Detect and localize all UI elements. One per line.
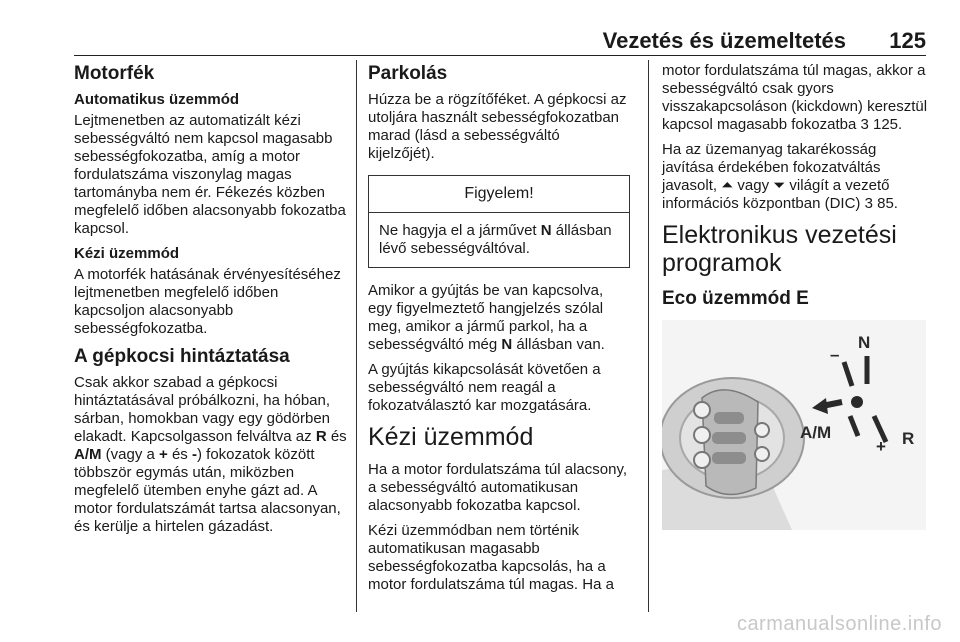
page-header [74,22,926,56]
label-AM: A/M [800,423,832,442]
page-reference[interactable]: 3 125. [860,116,903,133]
gear-lever-diagram [662,320,926,530]
paragraph-kezi-1: Ha a motor fordulatszáma túl alacsony, a sebességváltó automatikusan alacsonyabb fokozatba kapcsol. [368,461,628,514]
label-R: R [902,429,915,448]
shift-down-icon: ⏷ [773,177,786,194]
warning-body: Ne hagyja el a járművet N állásban lévő sebességváltóval. [379,222,612,257]
heading-parkolas: Parkolás [368,63,448,84]
column-divider-1 [356,60,357,612]
page-number: 125 [889,28,926,53]
column-divider-2 [648,60,649,612]
paragraph-parkolas: Húzza be a rögzítőféket. A gépkocsi az utoljára használt sebességfokozatban marad (lásd a sebességváltó kijelzőjét). [368,91,627,162]
heading-eco: Eco üzemmód E [662,288,809,309]
paragraph-automatikus: Lejtmenetben az automatizált kézi sebességváltó nem kapcsol magasabb sebességfokozatba, amíg a motor fordulatszáma viszonylag magas tartományba nem ér. Fékezés közben megfelelő időben alacsonyabb fokozatba kapcsol. [74,112,346,237]
warning-box [368,175,630,268]
paragraph-hintaztatas: Csak akkor szabad a gépkocsi hintáztatásával próbálkozni, ha hóban, sárban, homokban vagy egy gödörben elakadt. Kapcsolgasson felváltva az R és A/M (vagy a + és -) fokozatok között többször egymás után, miközben megfelelő ütemben enyhe gázt ad. A motor fordulatszámát tartsa alacsonyan, és kerülje a hirtelen gázadást. [74,374,347,535]
heading-kezi-uzemmod-2: Kézi üzemmód [368,423,534,451]
label-plus: + [876,437,886,456]
paragraph-gyujtas-2: A gyújtás kikapcsolását követően a sebességváltó nem reagál a fokozatválasztó kar mozgatására. [368,361,601,414]
heading-motorfek: Motorfék [74,63,155,84]
heading-automatikus: Automatikus üzemmód [74,91,240,108]
gear-selector-illustration [662,320,926,530]
column-3 [662,62,932,530]
paragraph-kezi-2: Kézi üzemmódban nem történik automatikusan magasabb sebességfokozatba kapcsolás, ha a motor fordulatszáma túl magas. Ha a [368,522,614,593]
header-rule [74,55,926,56]
watermark: carmanualsonline.info [736,613,942,635]
shift-up-icon: ⏶ [721,177,734,194]
label-minus: – [830,345,840,364]
paragraph-fokozatvaltas: Ha az üzemanyag takarékosság javítása érdekében fokozatváltás javasolt, ⏶ vagy ⏷ világít a vezető információs központban (DIC) 3 85. [662,141,898,212]
paragraph-kickdown: motor fordulatszáma túl magas, akkor a sebességváltó csak gyors visszakapcsoláson (kickdown) keresztül kapcsol magasabb fokozatba 3 125. [662,62,928,133]
warning-title: Figyelem! [369,176,629,213]
heading-hintaztatas: A gépkocsi hintáztatása [74,346,290,367]
page-reference[interactable]: 3 85. [864,195,898,212]
chapter-title: Vezetés és üzemeltetés [602,28,846,53]
heading-kezi-uzemmod: Kézi üzemmód [74,245,180,262]
label-N: N [858,333,871,352]
column-1 [74,62,348,543]
paragraph-kezi-uzemmod: A motorfék hatásának érvényesítéséhez lejtmenetben megfelelő időben kapcsoljon alacsonyabb sebességfokozatba. [74,266,341,337]
column-2 [368,62,630,601]
paragraph-gyujtas-1: Amikor a gyújtás be van kapcsolva, egy figyelmeztető hangjelzés szólal meg, amikor a jármű parkol, ha a sebességváltó még N állásban van. [368,282,605,353]
heading-elektronikus: Elektronikus vezetési programok [662,221,897,277]
